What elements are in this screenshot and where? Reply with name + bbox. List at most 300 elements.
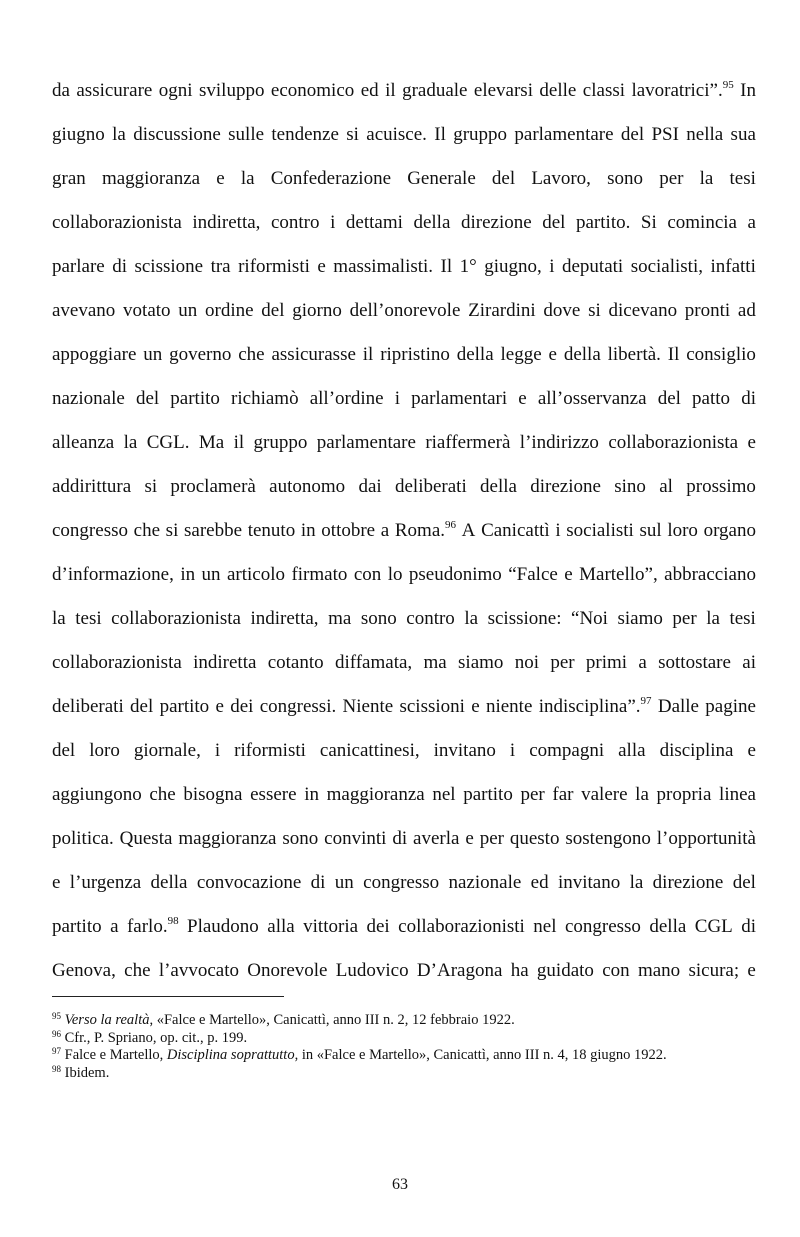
word: averla xyxy=(413,828,460,849)
word: prossimo xyxy=(686,476,756,497)
word: sul xyxy=(639,520,662,541)
text-line xyxy=(52,824,756,868)
text-line xyxy=(52,208,756,252)
word: lavoratrici”.$^{95}$ xyxy=(631,79,734,101)
word: della xyxy=(413,212,451,233)
word: ad xyxy=(737,300,756,321)
word: nel xyxy=(432,784,456,805)
word: collaborazionisti xyxy=(398,916,525,937)
word: un xyxy=(201,564,221,585)
word: loro xyxy=(89,740,120,761)
word: al xyxy=(659,476,673,497)
word: collaborazionista xyxy=(608,432,739,453)
word: che xyxy=(238,344,265,365)
word: CGL. xyxy=(146,432,190,453)
word: sono xyxy=(360,608,397,629)
word: a xyxy=(380,520,390,541)
word: socialisti, xyxy=(630,256,703,277)
word: i xyxy=(214,740,221,761)
word: indiretta, xyxy=(250,608,319,629)
word: noi xyxy=(514,652,539,673)
word: contro xyxy=(406,608,455,629)
word: un xyxy=(143,344,163,365)
word: di xyxy=(392,828,408,849)
word: mano xyxy=(637,960,681,981)
word: che xyxy=(149,784,176,805)
word: collaborazionista xyxy=(111,608,241,629)
word: gran xyxy=(52,168,86,189)
word: e xyxy=(471,696,480,717)
footnote-ref: 97 xyxy=(640,695,652,707)
word: parlamentare xyxy=(316,432,416,453)
word: parlare xyxy=(52,256,105,277)
word: deliberati xyxy=(394,476,467,497)
word: la xyxy=(629,872,644,893)
footnote-separator xyxy=(52,996,284,997)
word: ma xyxy=(328,608,352,629)
word: tesi xyxy=(75,608,102,629)
word: dai xyxy=(358,476,382,497)
word: la xyxy=(112,124,126,145)
word: farlo.$^{98}$ xyxy=(126,915,179,937)
word: massimalisti. xyxy=(333,256,434,277)
text-line xyxy=(52,560,756,604)
word: di xyxy=(741,388,756,409)
word: deliberati xyxy=(52,696,124,717)
word: riaffermerà xyxy=(425,432,511,453)
word: alleanza xyxy=(52,432,115,453)
word: Roma.$^{96}$ xyxy=(394,519,457,541)
footnote-96: $^{96}$ Cfr., P. Spriano, op. cit., p. 199. xyxy=(52,1028,248,1046)
word: cotanto xyxy=(267,652,324,673)
text-line xyxy=(52,956,756,1000)
word: proclamerà xyxy=(170,476,256,497)
word: i xyxy=(555,520,561,541)
word: pagine xyxy=(705,696,756,717)
word: far xyxy=(552,784,574,805)
word: elevarsi xyxy=(473,80,533,101)
word: “Falce xyxy=(508,564,558,585)
word: scissione xyxy=(134,256,204,277)
word: votato xyxy=(123,300,171,321)
word: sua xyxy=(730,124,756,145)
word: la xyxy=(635,784,649,805)
text-line xyxy=(52,780,756,824)
word: e xyxy=(465,828,474,849)
word: i xyxy=(509,740,516,761)
word: della xyxy=(150,872,188,893)
word: la xyxy=(706,608,720,629)
word: compagni xyxy=(529,740,605,761)
word: per xyxy=(672,608,697,629)
word: disciplina xyxy=(659,740,734,761)
word: siamo xyxy=(617,608,663,629)
word: di xyxy=(741,916,756,937)
word: la xyxy=(240,168,255,189)
word: della xyxy=(649,916,687,937)
word: essere xyxy=(250,784,297,805)
footnote-ref: 95 xyxy=(722,79,734,91)
word: sino xyxy=(614,476,646,497)
word: partito xyxy=(463,784,513,805)
word: all’osservanza xyxy=(537,388,647,409)
word: direzione xyxy=(530,476,601,497)
word: graduale xyxy=(402,80,468,101)
text-line xyxy=(52,692,756,736)
word: classi xyxy=(582,80,626,101)
word: un xyxy=(178,300,198,321)
word: invitano xyxy=(433,740,496,761)
text-line xyxy=(52,76,756,120)
word: Ludovico xyxy=(335,960,409,981)
word: giugno xyxy=(52,124,105,145)
word: del xyxy=(261,300,285,321)
text-line xyxy=(52,912,756,956)
word: tendenze xyxy=(271,124,339,145)
footnote-ref: 96 xyxy=(445,519,457,531)
word: Si xyxy=(640,212,657,233)
word: Dalle xyxy=(657,696,699,717)
word: maggioranza xyxy=(326,784,425,805)
word: del xyxy=(130,696,154,717)
word: dell’onorevole xyxy=(349,300,461,321)
word: partito xyxy=(52,916,102,937)
word: che xyxy=(124,960,151,981)
word: indiretta xyxy=(193,652,257,673)
word: nella xyxy=(686,124,724,145)
word: libertà. xyxy=(607,344,661,365)
word: Plaudono xyxy=(187,916,259,937)
word: per xyxy=(520,784,545,805)
word: e xyxy=(518,388,527,409)
word: indiretta, xyxy=(192,212,261,233)
word: Il xyxy=(434,124,446,145)
word: in xyxy=(300,520,316,541)
word: nel xyxy=(533,916,557,937)
word: acuisce. xyxy=(366,124,427,145)
page-number: 63 xyxy=(392,1176,408,1193)
word: del xyxy=(542,212,566,233)
word: sostengono xyxy=(565,828,651,849)
word: sulle xyxy=(228,124,265,145)
word: Ma xyxy=(198,432,225,453)
word: congresso xyxy=(52,520,128,541)
word: questo xyxy=(509,828,560,849)
word: e xyxy=(747,740,756,761)
word: per xyxy=(659,168,684,189)
word: riformisti xyxy=(234,740,306,761)
word: aggiungono xyxy=(52,784,142,805)
word: addirittura xyxy=(52,476,132,497)
word: pseudonimo xyxy=(408,564,502,585)
text-line xyxy=(52,868,756,912)
word: in xyxy=(304,784,319,805)
word: dettami xyxy=(345,212,403,233)
word: organo xyxy=(703,520,756,541)
word: politica. xyxy=(52,828,114,849)
word: in xyxy=(180,564,196,585)
word: collaborazionista xyxy=(52,212,182,233)
word: della xyxy=(480,476,517,497)
word: della xyxy=(563,344,601,365)
word: sicura; xyxy=(688,960,740,981)
word: partito. xyxy=(576,212,631,233)
word: l’avvocato xyxy=(158,960,239,981)
body-text xyxy=(52,76,756,1000)
footnote-98: $^{98}$ Ibidem. xyxy=(52,1063,110,1081)
text-line xyxy=(52,384,756,428)
text-line xyxy=(52,340,756,384)
word: a xyxy=(110,916,119,937)
word: legge xyxy=(500,344,542,365)
word: parlamentari xyxy=(411,388,508,409)
word: CGL xyxy=(694,916,733,937)
word: delle xyxy=(539,80,577,101)
word: sono xyxy=(282,828,319,849)
word: i xyxy=(330,212,336,233)
word: scissione: xyxy=(487,608,562,629)
footnote-97: $^{97}$ Falce e Martello, Disciplina soprattutto, in «Falce e Martello», Canicattì, anno III n. 4, 18 giugno 1922. xyxy=(52,1046,667,1063)
word: Zirardini xyxy=(468,300,536,321)
word: Niente xyxy=(342,696,394,717)
word: canicattinesi, xyxy=(319,740,420,761)
word: alla xyxy=(267,916,295,937)
word: sono xyxy=(607,168,644,189)
word: guidato xyxy=(536,960,594,981)
word: la xyxy=(52,608,66,629)
word: abbracciano xyxy=(664,564,756,585)
word: il xyxy=(362,344,374,365)
word: a xyxy=(747,212,756,233)
word: congresso xyxy=(363,872,440,893)
word: vittoria xyxy=(303,916,359,937)
word: PSI xyxy=(651,124,679,145)
text-line xyxy=(52,296,756,340)
word: ed xyxy=(360,80,379,101)
word: appoggiare xyxy=(52,344,137,365)
word: tesi xyxy=(729,608,756,629)
footnotes xyxy=(52,1012,756,1082)
word: giornale, xyxy=(133,740,201,761)
word: invitano xyxy=(557,872,621,893)
word: per xyxy=(479,828,504,849)
word: ai xyxy=(742,652,756,673)
word: l’opportunità xyxy=(656,828,756,849)
word: infatti xyxy=(710,256,756,277)
word: giugno, xyxy=(484,256,542,277)
word: congressi. xyxy=(259,696,337,717)
word: ed xyxy=(530,872,549,893)
word: assicurasse xyxy=(271,344,356,365)
word: e xyxy=(216,168,225,189)
word: l’urgenza xyxy=(69,872,142,893)
word: di xyxy=(310,872,326,893)
word: nazionale xyxy=(448,872,522,893)
word: del xyxy=(732,872,756,893)
word: alla xyxy=(618,740,646,761)
text-line xyxy=(52,472,756,516)
text-line xyxy=(52,648,756,692)
text-line xyxy=(52,252,756,296)
word: Martello”, xyxy=(579,564,658,585)
word: e xyxy=(215,696,224,717)
word: la xyxy=(699,168,714,189)
word: contro xyxy=(270,212,320,233)
word: assicurare xyxy=(76,80,153,101)
word: Onorevole xyxy=(247,960,328,981)
word: scissioni xyxy=(399,696,465,717)
word: articolo xyxy=(226,564,285,585)
word: giorno xyxy=(292,300,342,321)
word: pronti xyxy=(684,300,731,321)
text-line xyxy=(52,164,756,208)
word: per xyxy=(550,652,575,673)
word: e xyxy=(747,960,756,981)
word: lo xyxy=(387,564,403,585)
word: socialisti xyxy=(566,520,634,541)
word: riformisti xyxy=(238,256,310,277)
word: economico xyxy=(270,80,355,101)
word: sarebbe xyxy=(184,520,243,541)
word: del xyxy=(620,124,645,145)
word: ripristino xyxy=(380,344,450,365)
word: primi xyxy=(585,652,628,673)
word: gruppo xyxy=(253,432,308,453)
word: della xyxy=(456,344,494,365)
word: Genova, xyxy=(52,960,116,981)
word: direzione xyxy=(652,872,724,893)
word: a xyxy=(638,652,647,673)
word: Il xyxy=(667,344,680,365)
word: che xyxy=(133,520,161,541)
word: direzione xyxy=(460,212,532,233)
text-line xyxy=(52,120,756,164)
word: un xyxy=(334,872,354,893)
word: parlamentare xyxy=(514,124,614,145)
word: avevano xyxy=(52,300,116,321)
footnote-ref: 98 xyxy=(167,915,179,927)
footnote-95: $^{95}$ Verso la realtà, «Falce e Martello», Canicattì, anno III n. 2, 12 febbraio 1922. xyxy=(52,1011,515,1028)
word: comincia xyxy=(667,212,737,233)
word: e xyxy=(747,432,756,453)
word: il xyxy=(385,80,396,101)
word: tesi xyxy=(729,168,756,189)
word: maggioranza xyxy=(101,168,201,189)
word: ottobre xyxy=(321,520,376,541)
word: convocazione xyxy=(196,872,302,893)
word: linea xyxy=(719,784,756,805)
word: del xyxy=(657,388,681,409)
word: di xyxy=(112,256,127,277)
word: e xyxy=(317,256,326,277)
word: partito xyxy=(159,696,210,717)
word: gruppo xyxy=(453,124,508,145)
word: si xyxy=(588,300,601,321)
text-line xyxy=(52,516,756,560)
word: i xyxy=(549,256,555,277)
word: siamo xyxy=(458,652,504,673)
word: l’indirizzo xyxy=(519,432,599,453)
word: la xyxy=(123,432,138,453)
word: autonomo xyxy=(269,476,346,497)
word: ma xyxy=(423,652,447,673)
word: ha xyxy=(510,960,529,981)
word: Questa xyxy=(119,828,173,849)
word: Confederazione xyxy=(270,168,392,189)
word: con xyxy=(602,960,630,981)
word: si xyxy=(144,476,158,497)
word: si xyxy=(346,124,359,145)
word: richiamò xyxy=(231,388,299,409)
text-line xyxy=(52,736,756,780)
word: nazionale xyxy=(52,388,125,409)
word: congresso xyxy=(564,916,641,937)
word: D’Aragona xyxy=(416,960,503,981)
word: consiglio xyxy=(686,344,756,365)
word: In xyxy=(740,80,756,101)
word: discussione xyxy=(133,124,221,145)
word: d’informazione, xyxy=(52,564,174,585)
word: la xyxy=(464,608,479,629)
word: dei xyxy=(230,696,254,717)
word: patto xyxy=(692,388,731,409)
word: tenuto xyxy=(247,520,296,541)
word: 1° xyxy=(459,256,477,277)
word: “Noi xyxy=(571,608,608,629)
word: loro xyxy=(667,520,698,541)
word: partito xyxy=(170,388,220,409)
word: collaborazionista xyxy=(52,652,182,673)
word: il xyxy=(233,432,245,453)
word: niente xyxy=(485,696,533,717)
word: con xyxy=(353,564,382,585)
word: del xyxy=(135,388,160,409)
word: e xyxy=(52,872,61,893)
word: i xyxy=(394,388,400,409)
word: valere xyxy=(581,784,628,805)
word: e xyxy=(548,344,557,365)
word: diffamata, xyxy=(334,652,413,673)
word: maggioranza xyxy=(178,828,277,849)
text-line xyxy=(52,428,756,472)
word: bisogna xyxy=(183,784,243,805)
word: convinti xyxy=(324,828,387,849)
word: del xyxy=(52,740,76,761)
word: dicevano xyxy=(608,300,678,321)
word: Lavoro, xyxy=(531,168,591,189)
word: A xyxy=(461,520,476,541)
word: del xyxy=(491,168,516,189)
word: ordine xyxy=(205,300,254,321)
word: da xyxy=(52,80,70,101)
word: all’ordine xyxy=(309,388,384,409)
word: governo xyxy=(169,344,232,365)
word: e xyxy=(564,564,573,585)
word: ogni xyxy=(158,80,193,101)
word: Generale xyxy=(407,168,476,189)
word: tra xyxy=(210,256,231,277)
word: indisciplina”.$^{97}$ xyxy=(538,695,652,717)
word: si xyxy=(165,520,179,541)
word: Il xyxy=(440,256,453,277)
word: firmato xyxy=(291,564,348,585)
word: dove xyxy=(543,300,581,321)
word: sviluppo xyxy=(199,80,265,101)
word: sottostare xyxy=(658,652,731,673)
word: deputati xyxy=(562,256,624,277)
word: Canicattì xyxy=(481,520,550,541)
word: dei xyxy=(366,916,390,937)
